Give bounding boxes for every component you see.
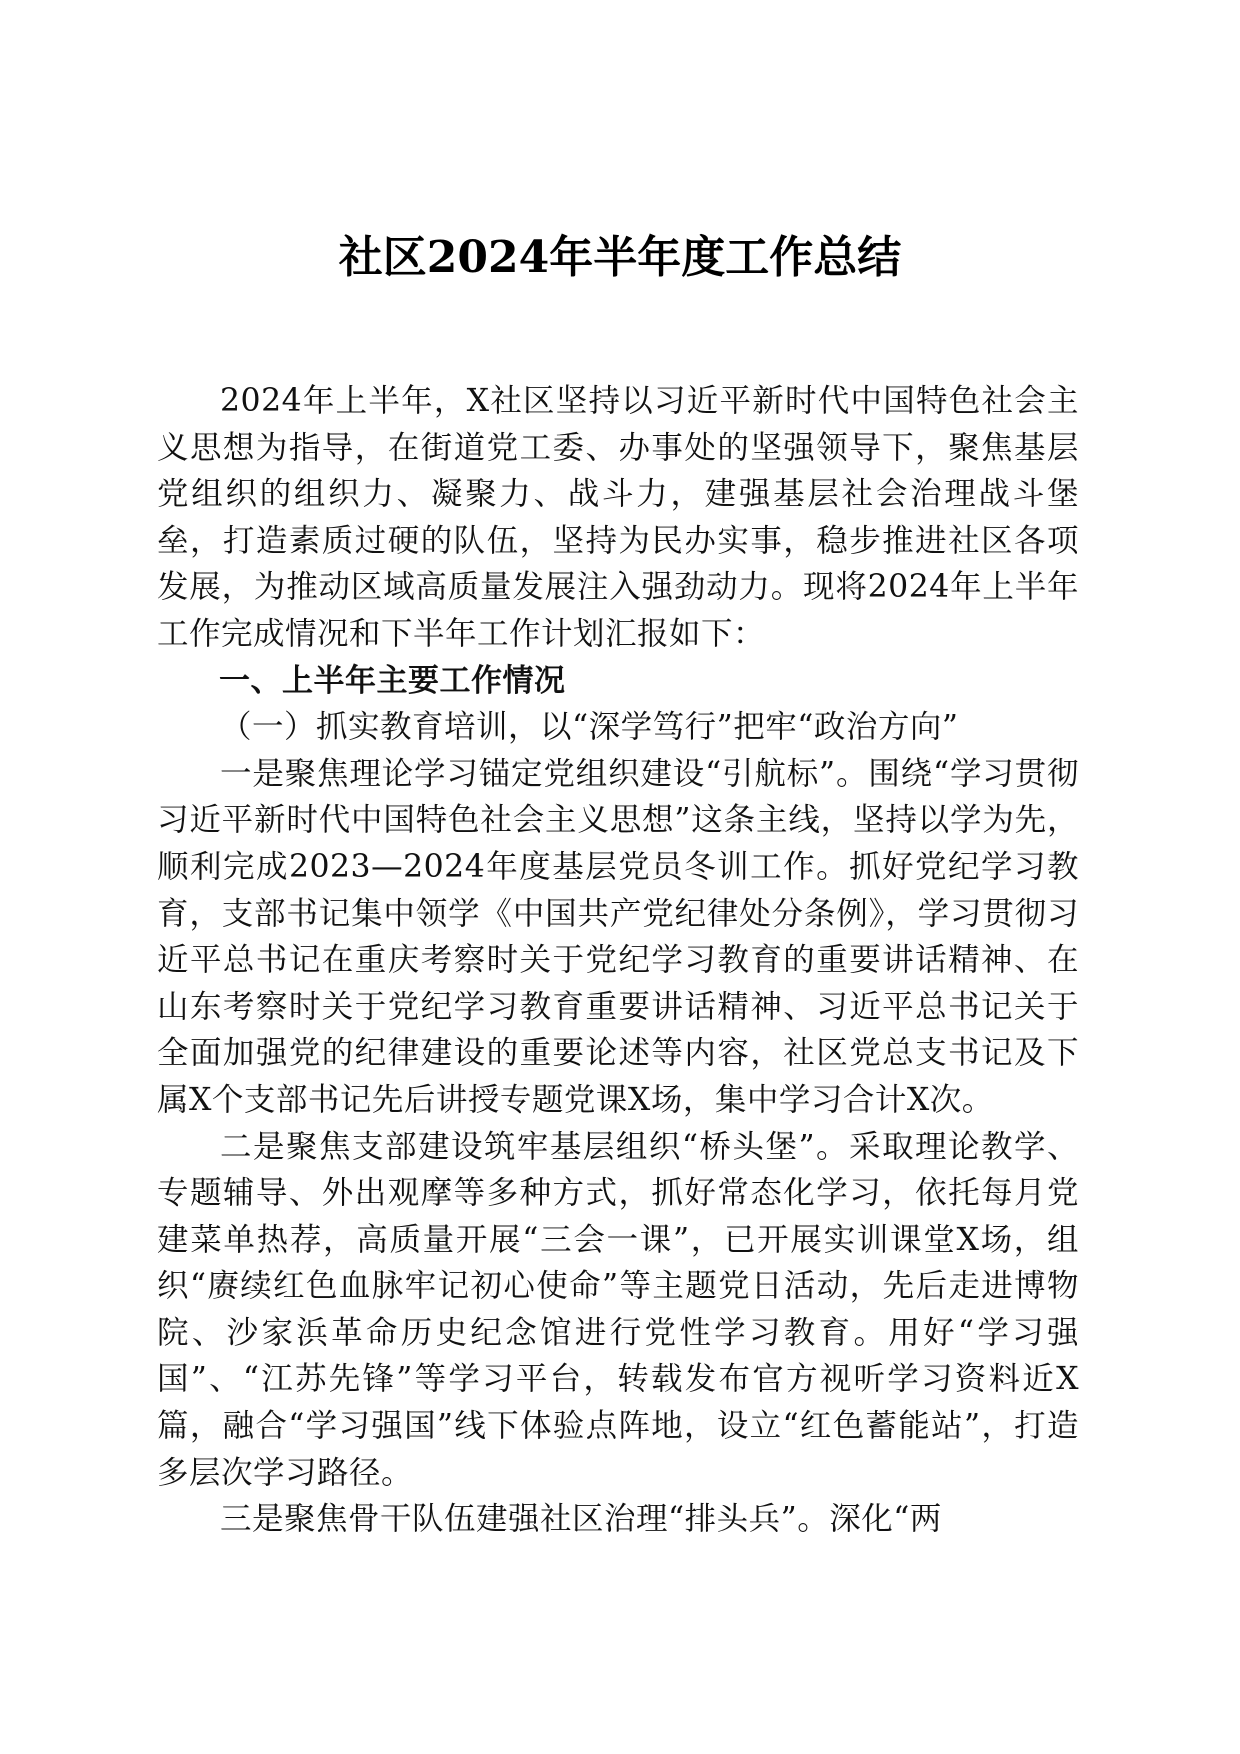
intro-paragraph: 2024年上半年，X社区坚持以习近平新时代中国特色社会主义思想为指导，在街道党工委、办事处的坚强领导下，聚焦基层党组织的组织力、凝聚力、战斗力，建强基层社会治理战斗堡垒，打造素质过硬的队伍，坚持为民办实事，稳步推进社区各项发展，为推动区域高质量发展注入强劲动力。现将2024年上半年工作完成情况和下半年工作计划汇报如下： — [157, 383, 1079, 652]
subsection-heading: （一）抓实教育培训，以“深学笃行”把牢“政治方向” — [220, 709, 959, 746]
paragraph-backbone-team: 三是聚焦骨干队伍建强社区治理“排头兵”。深化“两 — [220, 1501, 942, 1538]
section-heading: 一、上半年主要工作情况 — [219, 662, 566, 699]
document-body — [157, 378, 1079, 1543]
paragraph-theory-study: 一是聚焦理论学习锚定党组织建设“引航标”。围绕“学习贯彻习近平新时代中国特色社会主义思想”这条主线，坚持以学为先，顺利完成2023—2024年度基层党员冬训工作。抓好党纪学习教育，支部书记集中领学《中国共产党纪律处分条例》，学习贯彻习近平总书记在重庆考察时关于党纪学习教育的重要讲话精神、在山东考察时关于党纪学习教育重要讲话精神、习近平总书记关于全面加强党的纪律建设的重要论述等内容，社区党总支书记及下属X个支部书记先后讲授专题党课X场，集中学习合计X次。 — [157, 755, 1079, 1118]
paragraph-branch-building: 二是聚焦支部建设筑牢基层组织“桥头堡”。采取理论教学、专题辅导、外出观摩等多种方式，抓好常态化学习，依托每月党建菜单热荐，高质量开展“三会一课”，已开展实训课堂X场，组织“赓续红色血脉牢记初心使命”等主题党日活动，先后走进博物院、沙家浜革命历史纪念馆进行党性学习教育。用好“学习强国”、“江苏先锋”等学习平台，转载发布官方视听学习资料近X篇，融合“学习强国”线下体验点阵地，设立“红色蓄能站”，打造多层次学习路径。 — [157, 1128, 1079, 1491]
document-title: 社区2024年半年度工作总结 — [338, 232, 902, 283]
